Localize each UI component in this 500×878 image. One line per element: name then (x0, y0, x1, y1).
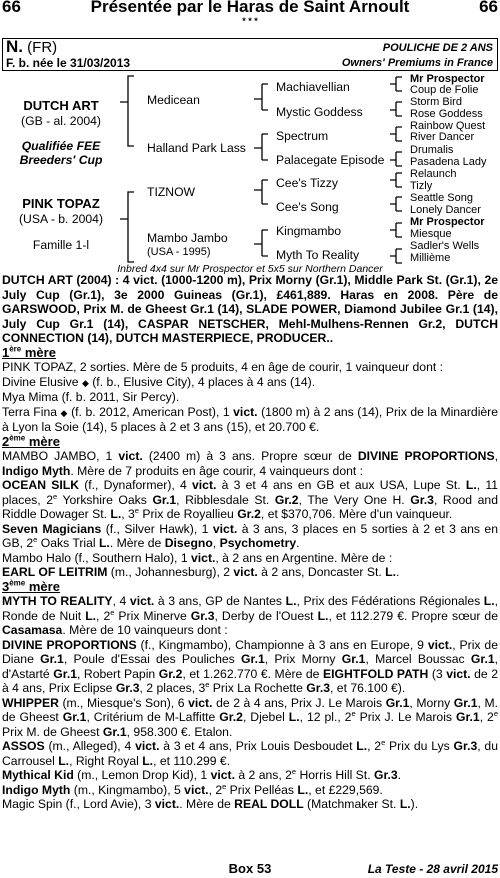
horse-name: N. (FR) (6, 37, 58, 56)
g3-mystic-goddess: Mystic Goddess (276, 105, 363, 119)
catalogue-body (2, 273, 498, 812)
ocean-silk: OCEAN SILK (f., Dynaformer), 4 vict. à 3 et 4 ans en GB et aux USA, Lupe St. L., 11 places, 2e Yorkshire Oaks Gr.1, Ribblesdale St. Gr.2, The Very One H. Gr.3, Rood and Riddle Dowager St. L., 3e Prix de Royallieu Gr.2, et $370,706. Mère d'un vainqueur. (2, 478, 498, 521)
sire-note-2: Breeders' Cup (19, 153, 103, 167)
g2-tiznow: TIZNOW (147, 185, 196, 199)
g4-mr-prospector-2: Mr Prospector (410, 216, 485, 228)
page-footer (0, 862, 500, 878)
first-dam-text: PINK TOPAZ, 2 sorties. Mère de 5 produits, 4 en âge de courir, 1 vainqueur dont : (2, 360, 444, 374)
horse-sex: POULICHE DE 2 ANS (382, 42, 493, 54)
owners-premiums: Owners' Premiums in France (341, 57, 493, 69)
g3-machiavellian: Machiavellian (276, 80, 350, 94)
page-title: Présentée par le Haras de Saint Arnoult (90, 0, 410, 16)
sire-info: (GB - al. 2004) (21, 114, 101, 128)
seven-magicians: Seven Magicians (f., Silver Hawk), 1 vict. à 3 ans, 3 places en 5 sorties à 2 et 3 ans en GB, 2e Oaks Trial L.. Mère de Disegno, Psychometry. (2, 521, 498, 550)
g4-rainbow-quest: Rainbow Quest (410, 120, 486, 132)
magic-spin: Magic Spin (f., Lord Avie), 3 vict.. Mère de REAL DOLL (Matchmaker St. L.). (2, 797, 419, 811)
earl-of-leitrim: EARL OF LEITRIM (m., Johannesburg), 2 vict. à 2 ans, Doncaster St. L.. (2, 565, 400, 579)
g4-rose-goddess: Rose Goddess (410, 108, 483, 120)
g2-medicean: Medicean (147, 93, 200, 107)
third-dam-text: MYTH TO REALITY, 4 vict. à 3 ans, GP de Nantes L., Prix des Fédérations Régionales L., Ronde de Nuit L., 2e Prix Minerve Gr.3, Derby de l'Ouest L., et 112.279 €. Propre sœur de Casamasa. Mère de 10 vainqueurs dont : (2, 594, 499, 637)
g3-myth-to-reality: Myth To Reality (276, 248, 360, 262)
mythical-kid: Mythical Kid (m., Lemon Drop Kid), 1 vict. à 2 ans, 2e Horris Hill St. Gr.3. (2, 766, 402, 782)
g3-cees-tizzy: Cee's Tizzy (276, 176, 338, 190)
g4-storm-bird: Storm Bird (410, 96, 462, 108)
g4-pasadena-lady: Pasadena Lady (410, 156, 487, 168)
section-second-dam: 2ème mère (2, 433, 60, 449)
g3-spectrum: Spectrum (276, 129, 329, 143)
g3-kingmambo: Kingmambo (276, 224, 342, 238)
inbreeding-note: Inbred 4x4 sur Mr Prospector et 5x5 sur Northern Dancer (117, 263, 383, 275)
horse-id-box (2, 38, 498, 71)
mambo-halo: Mambo Halo (f., Southern Halo), 1 vict., à 2 ans en Argentine. Mère de : (2, 550, 393, 565)
dam-info: (USA - b. 2004) (19, 212, 103, 226)
sire-note-1: Qualifiée FEE (21, 139, 101, 153)
g4-lonely-dancer: Lonely Dancer (410, 204, 481, 216)
first-dam-produce-2: Mya Mima (f. b. 2011, Sir Percy). (2, 390, 180, 404)
box-number: Box 53 (228, 861, 272, 876)
g4-river-dancer: River Dancer (410, 131, 475, 143)
section-third-dam: 3ème mère (2, 578, 60, 594)
g4-sadlers-wells: Sadler's Wells (410, 240, 480, 252)
lot-number-left: 66 (2, 0, 21, 16)
g2-halland-park-lass: Halland Park Lass (147, 141, 246, 155)
g4-relaunch: Relaunch (410, 168, 457, 180)
indigo-myth: Indigo Myth (m., Kingmambo), 5 vict., 2e Prix Pelléas L., et £229,569. (2, 781, 383, 797)
sale-date: La Teste - 28 avril 2015 (367, 862, 498, 876)
g4-tizly: Tizly (410, 180, 433, 192)
g4-mr-prospector-1: Mr Prospector (410, 73, 485, 85)
g4-miesque: Miesque (410, 228, 452, 240)
first-dam-produce-1: Divine Elusive ◆ (f. b., Elusive City), 4 places à 4 ans (14). (2, 374, 316, 389)
section-first-dam: 1ère mère (2, 344, 56, 360)
sire-name: DUTCH ART (23, 98, 99, 113)
g2-mambo-jambo: Mambo Jambo (147, 231, 228, 245)
horse-birth: F. b. née le 31/03/2013 (6, 56, 131, 70)
whipper: WHIPPER (m., Miesque's Son), 6 vict. de 2 à 4 ans, Prix J. Le Marois Gr.1, Morny Gr.1, M. de Gheest Gr.1, Critérium de M-Laffitte Gr.2, Djebel L., 12 pl., 2e Prix J. Le Marois Gr.1, 2e Prix M. de Gheest Gr.1, 958.300 €. Etalon. (2, 695, 499, 739)
lot-number-right: 66 (479, 0, 498, 16)
g4-drumalis: Drumalis (410, 144, 454, 156)
g4-coup-de-folie: Coup de Folie (410, 84, 479, 96)
dam-family: Famille 1-l (32, 238, 90, 252)
g2-mambo-jambo-info: (USA - 1995) (147, 246, 211, 258)
g3-cees-song: Cee's Song (276, 200, 339, 214)
sire-paragraph: DUTCH ART (2004) : 4 vict. (1000-1200 m), Prix Morny (Gr.1), Middle Park St. (Gr.1), 2e July Cup (Gr.1), 3e 2000 Guineas (Gr.1), £461,889. Haras en 2008. Père de GARSWOOD, Prix M. de Gheest Gr.1 (14), SLADE POWER, Diamond Jubilee Gr.1 (14), July Cup Gr.1 (14), CASPAR NETSCHER, Mehl-Mulhens-Rennen Gr.2, DUTCH CONNECTION (14), DUTCH MASTERPIECE, PRODUCER.. (2, 273, 498, 345)
g4-millieme: Millième (410, 252, 451, 264)
header-stars: * * * (242, 16, 258, 26)
g4-seattle-song: Seattle Song (410, 192, 473, 204)
dam-name: PINK TOPAZ (22, 196, 100, 211)
assos: ASSOS (m., Alleged), 4 vict. à 3 et 4 ans, Prix Louis Desboudet L., 2e Prix du Lys Gr.3, du Carrousel L., Right Royal L., et 110.299 €. (2, 737, 498, 768)
divine-proportions: DIVINE PROPORTIONS (f., Kingmambo), Championne à 3 ans en Europe, 9 vict., Prix de Diane Gr.1, Poule d'Essai des Pouliches Gr.1, Prix Morny Gr.1, Marcel Boussac Gr.1, d'Astarté Gr.1, Robert Papin Gr.2, et 1.262.770 €. Mère de EIGHTFOLD PATH (3 vict. de 2 à 4 ans, Prix Eclipse Gr.3, 2 places, 3e Prix La Rochette Gr.3, et 76.100 €). (2, 637, 499, 695)
second-dam-text: MAMBO JAMBO, 1 vict. (2400 m) à 3 ans. Propre sœur de DIVINE PROPORTIONS, Indigo Myth. Mère de 7 produits en âge courir, 4 vainqueurs dont : (2, 449, 498, 478)
first-dam-produce-3: Terra Fina ◆ (f. b. 2012, American Post), 1 vict. (1800 m) à 2 ans (14), Prix de la Minardière à Lyon la Soie (14), 5 places à 2 et 3 ans (15), et 20.700 €. (2, 404, 499, 434)
g3-palacegate-episode: Palacegate Episode (276, 153, 385, 167)
